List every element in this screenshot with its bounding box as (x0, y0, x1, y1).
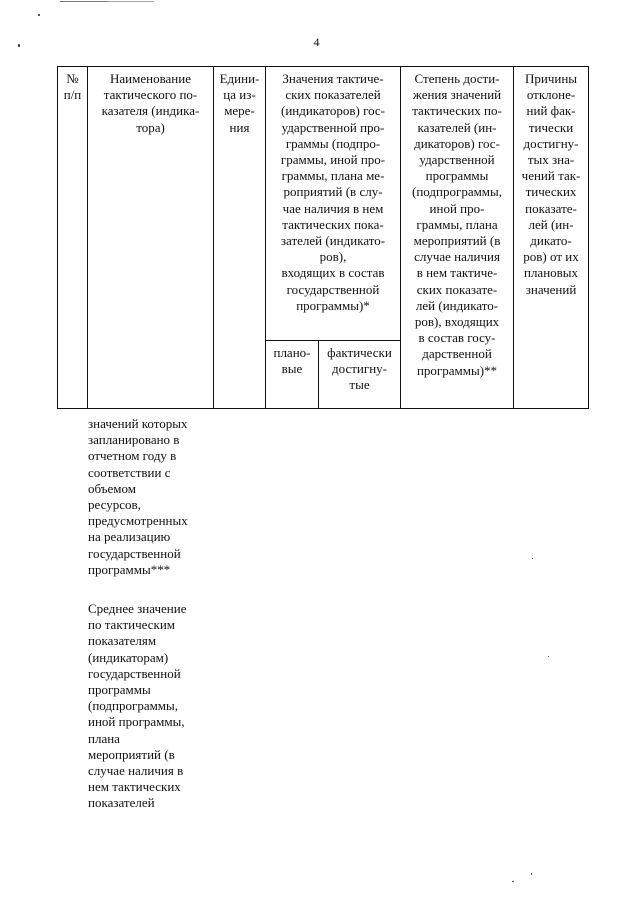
header-indicator-values (266, 67, 401, 341)
scan-artifact-line (60, 1, 115, 2)
scan-speck (531, 873, 532, 875)
scan-speck (38, 14, 40, 16)
page-number: 4 (313, 35, 320, 49)
scan-artifact-line (108, 1, 154, 2)
continuation-text-block: значений которых запланировано в отчетном году в соответствии с объемом ресурсов, предусмотренных на реализацию государственной программы*** (88, 416, 188, 577)
indicator-table (57, 66, 589, 409)
header-actual-values-text: фактически достигну- тые (327, 345, 392, 393)
header-indicator-name-text: Наименование тактического по- казателя (индика- тора) (101, 71, 200, 135)
header-number-text: № п/п (63, 71, 82, 103)
header-achievement-degree-text: Степень дости- жения значений тактических по- казателей (ин- дикаторов) гос- ударственной программы (подпрограммы, иной про- граммы, плана мероприятий (в случае наличия в нем тактиче- ских показате- лей (индикато- ров), входящих в состав госу- дарственной программы)** (412, 71, 503, 378)
header-deviation-reasons-text: Причины отклоне- ний фак- тически достигну- тых зна- чений так- тических показате- лей (ин- дикато- ров) от их плановых значений (521, 71, 581, 297)
header-indicator-name (88, 67, 214, 409)
header-deviation-reasons (514, 67, 589, 409)
header-unit (214, 67, 266, 409)
scan-speck (532, 558, 533, 559)
header-planned-values-text: плано- вые (273, 345, 311, 377)
average-value-text-block: Среднее значение по тактическим показателям (индикаторам) государственной программы (подпрограммы, иной программы, плана мероприятий (в случае наличия в нем тактических показателей (88, 601, 187, 811)
header-planned-values (266, 341, 319, 409)
scan-speck (548, 656, 549, 657)
scan-speck (512, 881, 514, 882)
header-actual-values (319, 341, 401, 409)
header-achievement-degree (401, 67, 514, 409)
header-unit-text: Едини- ца из- мере- ния (219, 71, 260, 135)
header-indicator-values-text: Значения тактиче- ских показателей (индикаторов) гос- ударственной про- граммы (подпро- граммы, иной про- граммы, плана ме- роприятий (в слу- чае наличия в нем тактических пока- зателей (индикато- ров), входящих в состав государственной программы)* (280, 71, 386, 313)
header-number (58, 67, 88, 409)
